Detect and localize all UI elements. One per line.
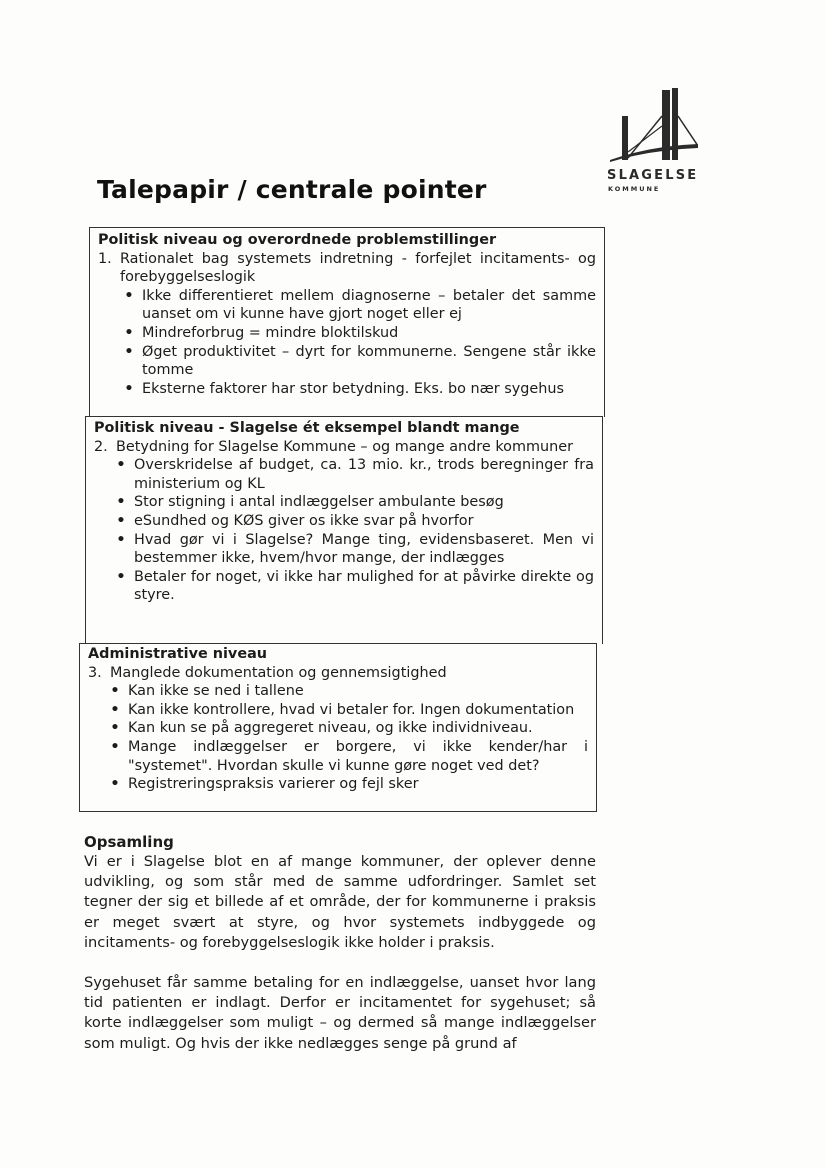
bullet-icon: • <box>124 343 134 360</box>
section-heading: Politisk niveau - Slagelse ét eksempel blandt mange <box>94 420 520 436</box>
bullet-text: Ikke differentieret mellem diagnoserne – betaler det samme uanset om vi kunne have gjort noget eller ej <box>142 287 596 323</box>
section-box-3 <box>79 643 597 812</box>
section-box-1 <box>89 227 605 417</box>
list-item <box>116 287 596 324</box>
bullet-text: Kan kun se på aggregeret niveau, og ikke individniveau. <box>128 720 533 737</box>
bullet-icon: • <box>124 324 134 341</box>
bullet-list <box>102 682 588 794</box>
bullet-icon: • <box>110 738 120 755</box>
bullet-text: Mange indlæggelser er borgere, vi ikke kender/har i "systemet". Hvordan skulle vi kunne gøre noget ved det? <box>128 738 588 774</box>
list-item <box>102 738 588 775</box>
section-heading: Politisk niveau og overordnede problemstillinger <box>98 232 497 248</box>
item-text: Rationalet bag systemets indretning - forfejlet incitaments- og forebyggelseslogik <box>120 250 596 286</box>
bullet-icon: • <box>124 287 134 304</box>
numbered-item <box>88 664 588 683</box>
bullet-icon: • <box>116 457 126 474</box>
bullet-text: eSundhed og KØS giver os ikke svar på hvorfor <box>134 512 474 529</box>
bullet-text: Hvad gør vi i Slagelse? Mange ting, evidensbaseret. Men vi bestemmer ikke, hvem/hvor mange, der indlægges <box>134 531 594 567</box>
logo-name: SLAGELSE <box>607 168 699 183</box>
summary-paragraph-2: Sygehuset får samme betaling for en indlæggelse, uanset hvor lang tid patienten er indlagt. Derfor er incitamentet for sygehuset; så korte indlæggelser som muligt – og dermed så mange indlæggelser som muligt. Og hvis der ikke nedlægges senge på grund af <box>84 974 596 1052</box>
list-item <box>116 380 596 399</box>
page-title: Talepapir / centrale pointer <box>97 175 487 204</box>
summary-paragraph-1: Vi er i Slagelse blot en af mange kommuner, der oplever denne udvikling, og som står med de samme udfordringer. Samlet set tegner der sig et billede af et område, der for kommunerne i praksis er meget svært at styre, og hvor systemets indbyggede og incitaments- og forebyggelseslogik ikke holder i praksis. <box>84 853 596 951</box>
bullet-text: Eksterne faktorer har stor betydning. Eks. bo nær sygehus <box>142 380 564 397</box>
slagelse-logo <box>604 86 704 198</box>
numbered-item <box>98 250 596 287</box>
bridge-logo-icon <box>610 86 698 162</box>
list-item <box>108 531 594 568</box>
bullet-icon: • <box>110 683 120 700</box>
list-item <box>116 343 596 380</box>
bullet-icon: • <box>124 380 134 397</box>
numbered-item <box>94 438 594 457</box>
bullet-text: Registreringspraksis varierer og fejl sker <box>128 776 419 793</box>
item-text: Manglede dokumentation og gennemsigtighed <box>110 664 447 681</box>
item-number: 1. <box>98 250 112 267</box>
bullet-text: Kan ikke kontrollere, hvad vi betaler for. Ingen dokumentation <box>128 701 575 718</box>
item-number: 3. <box>88 664 102 681</box>
list-item <box>102 701 588 720</box>
bullet-icon: • <box>110 701 120 718</box>
list-item <box>102 719 588 738</box>
bullet-icon: • <box>110 720 120 737</box>
bullet-icon: • <box>116 531 126 548</box>
list-item <box>116 324 596 343</box>
bullet-text: Stor stigning i antal indlæggelser ambulante besøg <box>134 494 504 511</box>
bullet-icon: • <box>116 494 126 511</box>
bullet-list <box>116 287 596 399</box>
bullet-text: Øget produktivitet – dyrt for kommunerne. Sengene står ikke tomme <box>142 343 596 379</box>
logo-subtitle: KOMMUNE <box>608 185 661 193</box>
list-item <box>102 775 588 794</box>
bullet-icon: • <box>116 512 126 529</box>
list-item <box>108 456 594 493</box>
bullet-icon: • <box>110 776 120 793</box>
bullet-text: Mindreforbrug = mindre bloktilskud <box>142 324 399 341</box>
item-text: Betydning for Slagelse Kommune – og mange andre kommuner <box>116 438 573 455</box>
bullet-text: Kan ikke se ned i tallene <box>128 683 304 700</box>
bullet-text: Overskridelse af budget, ca. 13 mio. kr., trods beregninger fra ministerium og KL <box>134 457 594 492</box>
list-item <box>108 568 594 605</box>
section-box-2 <box>85 416 603 644</box>
section-heading: Administrative niveau <box>88 646 268 662</box>
summary-heading: Opsamling <box>84 833 174 851</box>
item-number: 2. <box>94 438 108 455</box>
bullet-list <box>108 456 594 605</box>
list-item <box>108 493 594 512</box>
list-item <box>108 512 594 531</box>
bullet-icon: • <box>116 568 126 585</box>
summary-section <box>84 832 596 1054</box>
bullet-text: Betaler for noget, vi ikke har mulighed for at påvirke direkte og styre. <box>134 568 594 604</box>
list-item <box>102 682 588 701</box>
